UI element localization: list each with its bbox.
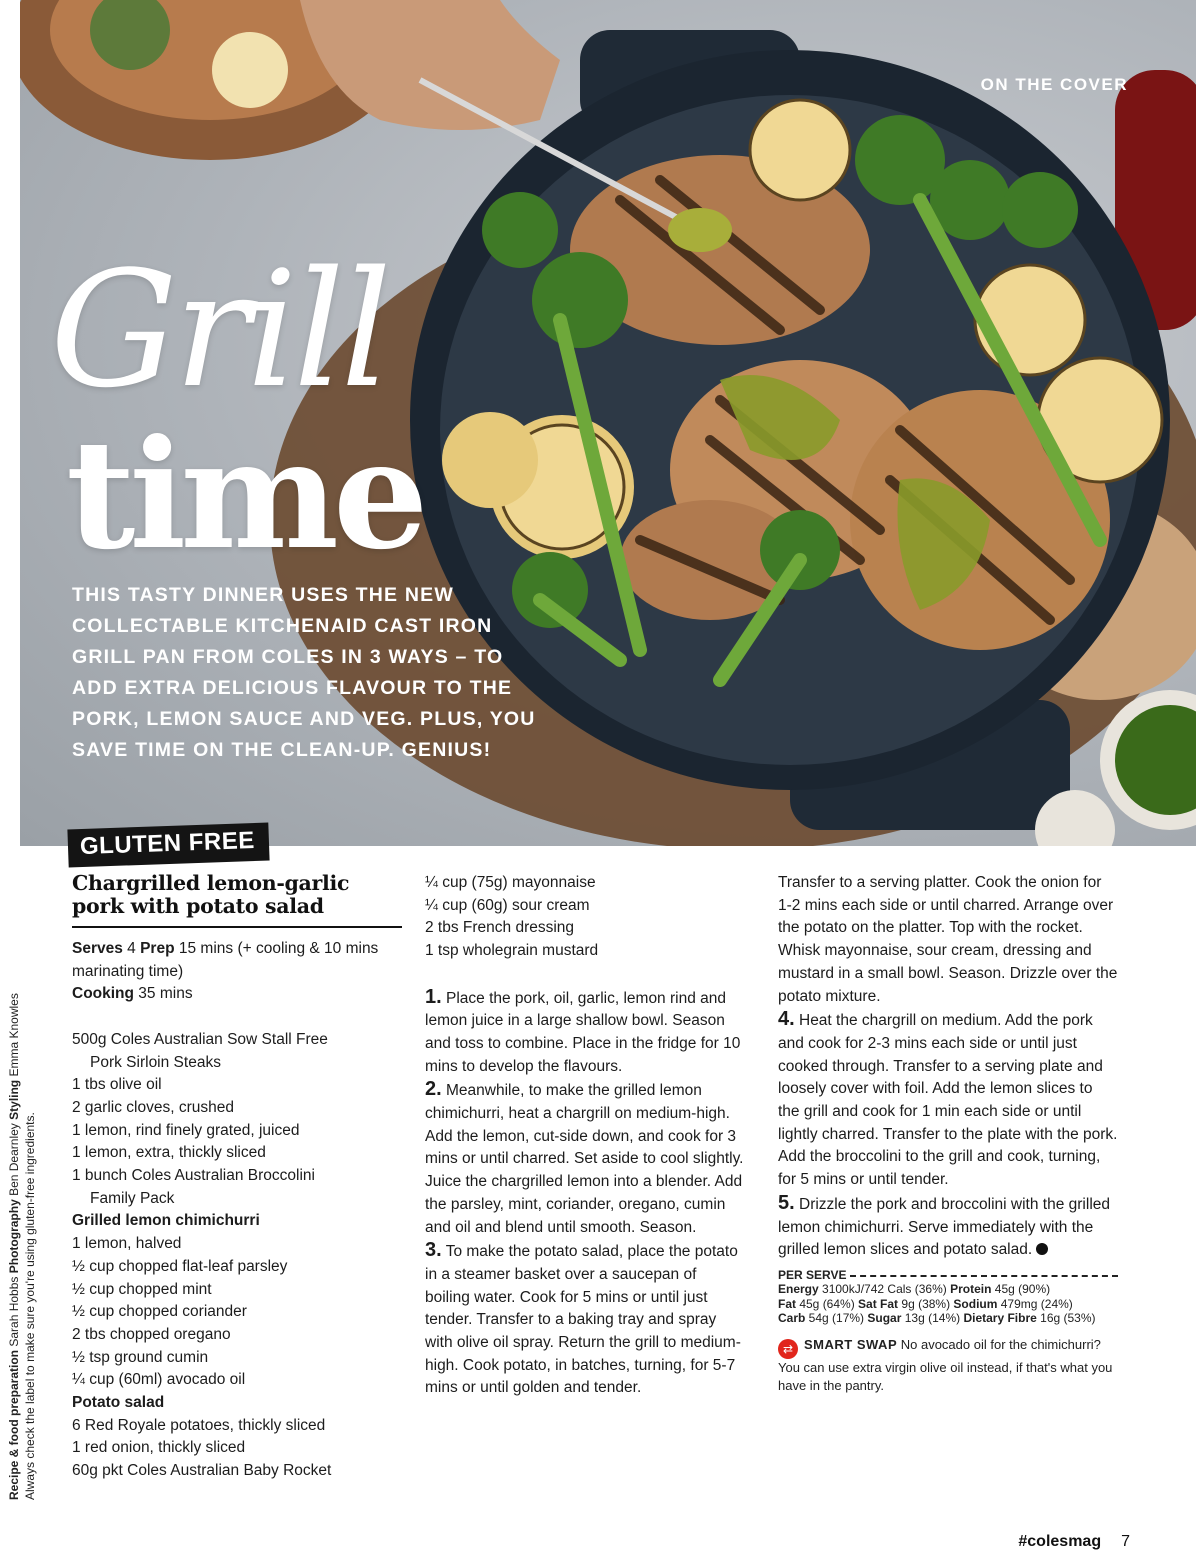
ingredient: Pork Sirloin Steaks (90, 1053, 221, 1071)
ingredients-chimichurri (72, 1233, 402, 1392)
ingredient: 60g pkt Coles Australian Baby Rocket (72, 1462, 332, 1480)
ingredient: 2 garlic cloves, crushed (72, 1098, 234, 1116)
ingredient: ½ tsp ground cumin (72, 1348, 209, 1366)
swap-arrows-icon: ⇄ (778, 1339, 798, 1359)
method-step-1: 1. Place the pork, oil, garlic, lemon rind and lemon juice in a large shallow bowl. Season and toss to combine. Place in the fridge for 10 mins to develop the flavours. (425, 985, 741, 1075)
ingredient: Family Pack (90, 1189, 175, 1207)
nutrition-line-1: Energy 3100kJ/742 Cals (36%) Protein 45g (90%) (778, 1282, 1051, 1297)
method-step-3: 3. To make the potato salad, place the potato in a steamer basket over a saucepan of boiling water. Cook for 5 mins or until just tender. Transfer to a baking tray and spray with olive oil spray. Return the grill to medium-high. Cook potato, in batches, turning, for 5-7 mins or until golden and tender. (425, 1239, 741, 1397)
ingredient: 1 red onion, thickly sliced (72, 1439, 246, 1457)
column-ingredients (72, 872, 402, 1483)
photo-credit (6, 900, 38, 1500)
ingredient: 1 lemon, halved (72, 1235, 182, 1253)
ingredient: ¼ cup (60ml) avocado oil (72, 1371, 246, 1389)
footer-hashtag: #colesmag (1018, 1533, 1102, 1550)
chimichurri-heading: Grilled lemon chimichurri (72, 1212, 260, 1230)
ingredient: 2 tbs chopped oregano (72, 1325, 231, 1343)
recipe-title: Chargrilled lemon-garlic pork with potato salad (72, 872, 402, 928)
method-step-4: 4. Heat the chargrill on medium. Add the pork and cook for 2-3 mins each side or until just cooked through. Transfer to a serving plate and loosely cover with foil. Add the lemon slices to the grill and cook for 1 min each side or until lightly charred. Transfer to the plate with the pork. Add the broccolini to the grill and cook, turning, for 5 mins or until tender. (778, 1008, 1118, 1189)
ingredient: 6 Red Royale potatoes, thickly sliced (72, 1416, 326, 1434)
ingredients-potato (72, 1415, 402, 1483)
ingredient: 1 bunch Coles Australian Broccolini (72, 1167, 315, 1185)
column-method (425, 872, 745, 1400)
ingredient: 1 tbs olive oil (72, 1076, 162, 1094)
column-method-continued (778, 872, 1118, 1395)
method-step-2: 2. Meanwhile, to make the grilled lemon chimichurri, heat a chargrill on medium-high. Add the lemon, cut-side down, and cook for 3 mins or until charred. Set aside to cool slightly. Juice the chargrilled lemon into a blender. Add the parsley, mint, coriander, oregano, cumin and oil and blend until smooth. Season. (425, 1078, 744, 1236)
credit-line-1: Recipe & food preparation Sarah Hobbs Photography Ben Dearnley Styling Emma Knowles (7, 993, 21, 1500)
page-footer (1018, 1533, 1130, 1551)
gluten-free-badge: GLUTEN FREE (67, 823, 269, 868)
ingredient: 1 tsp wholegrain mustard (425, 942, 599, 960)
intro-text: THIS TASTY DINNER USES THE NEW COLLECTABLE KITCHENAID CAST IRON GRILL PAN FROM COLES IN 3 WAYS – TO ADD EXTRA DELICIOUS FLAVOUR TO THE PORK, LEMON SAUCE AND VEG. PLUS, YOU SAVE TIME ON THE CLEAN-UP. GENIUS! (72, 584, 536, 761)
ingredient: 1 lemon, rind finely grated, juiced (72, 1121, 300, 1139)
on-the-cover-tag: ON THE COVER (980, 75, 1128, 94)
potato-salad-heading: Potato salad (72, 1394, 165, 1412)
end-mark-icon (1036, 1243, 1048, 1255)
recipe-meta: Serves 4 Prep 15 mins (+ cooling & 10 mins marinating time) Cooking 35 mins (72, 940, 379, 1003)
nutrition-line-3: Carb 54g (17%) Sugar 13g (14%) Dietary Fibre 16g (53%) (778, 1311, 1096, 1326)
title-bold-word: time (66, 407, 423, 583)
credit-line-2: Always check the label to make sure you're using gluten-free ingredients. (23, 1112, 37, 1500)
method-step-5: 5. Drizzle the pork and broccolini with the grilled lemon chimichurri. Serve immediately with the grilled lemon slices and potato salad. (778, 1191, 1111, 1259)
ingredient: 1 lemon, extra, thickly sliced (72, 1144, 266, 1162)
hero-photo (20, 0, 1196, 846)
smart-swap-tip: ⇄ SMART SWAP No avocado oil for the chimichurri? You can use extra virgin olive oil instead, if that's what you have in the pantry. (778, 1336, 1113, 1393)
ingredient: ½ cup chopped mint (72, 1280, 212, 1298)
ingredient: ¼ cup (60g) sour cream (425, 896, 590, 914)
title-script-word: Grill (50, 236, 388, 423)
ingredient: ½ cup chopped coriander (72, 1303, 247, 1321)
ingredient: ½ cup chopped flat-leaf parsley (72, 1257, 288, 1275)
ingredients-main (72, 1029, 402, 1211)
page-number: 7 (1121, 1533, 1130, 1550)
ingredient: 500g Coles Australian Sow Stall Free (72, 1030, 328, 1048)
nutrition-heading: PER SERVE (778, 1268, 1118, 1283)
method-step-3-continued: Transfer to a serving platter. Cook the onion for 1-2 mins each side or until charred. Arrange over the potato on the platter. Top with the rocket. Whisk mayonnaise, sour cream, dressing and mustard in a small bowl. Season. Drizzle over the potato mixture. (778, 874, 1118, 1005)
nutrition-panel (778, 1268, 1118, 1326)
ingredient: 2 tbs French dressing (425, 919, 575, 937)
nutrition-line-2: Fat 45g (64%) Sat Fat 9g (38%) Sodium 479mg (24%) (778, 1296, 1073, 1311)
ingredient: ¼ cup (75g) mayonnaise (425, 874, 596, 891)
